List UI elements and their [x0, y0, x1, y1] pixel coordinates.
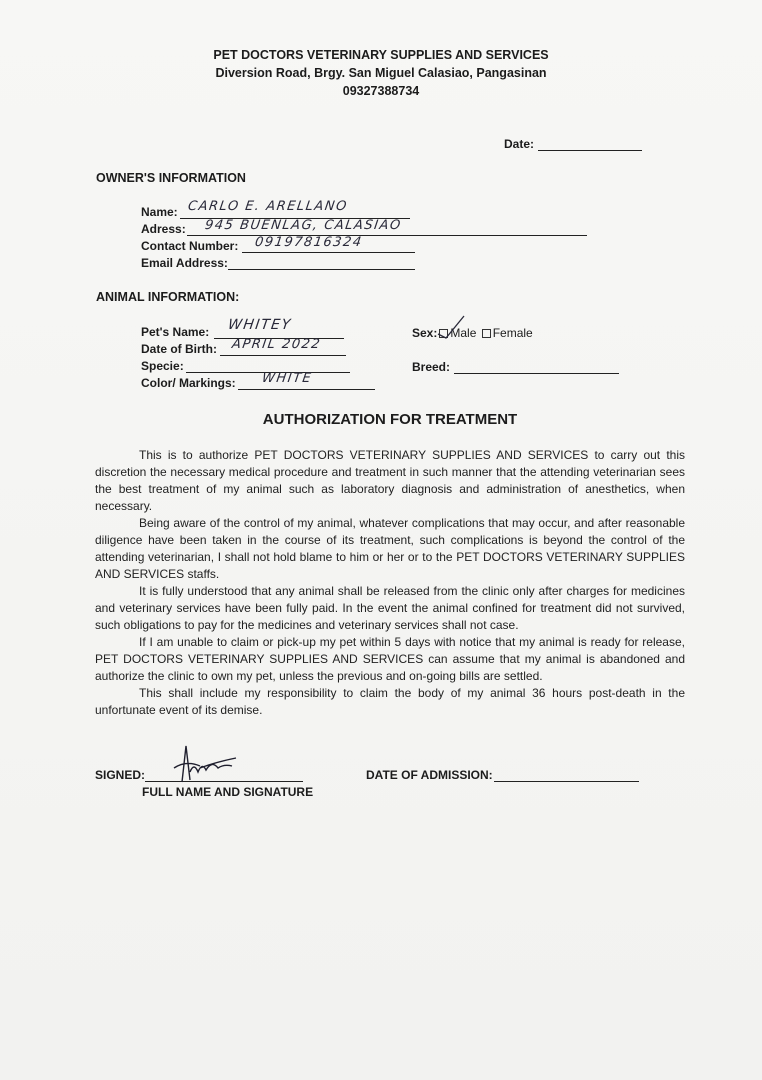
company-phone: 09327388734	[342, 84, 420, 98]
authorization-paragraph-3: It is fully understood that any animal shall be released from the clinic only after charges for medicines and veterinary services have been fully paid. In the event the animal confined for treatment did not survived, such obligations to pay for the medicines and veterinary services shall not case.	[95, 584, 685, 632]
pet-name-label: Pet's Name:	[141, 325, 210, 339]
color-field[interactable]	[238, 389, 375, 390]
owner-contact-field[interactable]	[242, 252, 415, 253]
owner-name-value: CARLO E. ARELLANO	[186, 199, 349, 214]
owner-email-field[interactable]	[228, 269, 415, 270]
sex-label: Sex:	[412, 326, 438, 340]
authorization-paragraph-2: Being aware of the control of my animal, whatever complications that may occur, and after reasonable diligence have been taken in the course of its treatment, such complications is beyond the control of the attending veterinarian, I shall not hold blame to him or her or to the PET DOCTORS VETERINARY SUPPLIES AND SERVICES staffs.	[95, 516, 685, 581]
dob-field[interactable]	[220, 355, 346, 356]
owner-contact-label: Contact Number:	[141, 239, 239, 253]
specie-label: Specie:	[141, 359, 184, 373]
admission-date-field[interactable]	[494, 781, 639, 782]
owner-address-label: Adress:	[141, 222, 186, 236]
breed-label: Breed:	[412, 360, 451, 374]
owner-address-value: 945 BUENLAG, CALASIAO	[203, 218, 403, 233]
authorization-title: AUTHORIZATION FOR TREATMENT	[262, 411, 518, 428]
signed-label: SIGNED:	[95, 768, 146, 782]
owner-section-title: OWNER'S INFORMATION	[96, 171, 246, 185]
male-check-mark-icon	[436, 314, 466, 340]
company-name: PET DOCTORS VETERINARY SUPPLIES AND SERVICES	[213, 48, 549, 62]
female-checkbox[interactable]	[482, 329, 491, 338]
authorization-body	[95, 447, 685, 719]
handwritten-signature	[160, 742, 240, 790]
owner-contact-value: 09197816324	[253, 235, 364, 250]
pet-name-value: WHITEY	[226, 317, 293, 333]
company-address: Diversion Road, Brgy. San Miguel Calasiao, Pangasinan	[215, 66, 547, 80]
dob-value: APRIL 2022	[230, 337, 323, 352]
authorization-paragraph-1: This is to authorize PET DOCTORS VETERINARY SUPPLIES AND SERVICES to carry out this discretion the necessary medical procedure and treatment in such manner that the attending veterinarian sees the best treatment of my animal such as laboratory diagnosis and administration of anesthetics, when necessary.	[95, 448, 685, 513]
breed-field[interactable]	[454, 373, 619, 374]
animal-section-title: ANIMAL INFORMATION:	[96, 290, 240, 304]
sex-row	[412, 326, 533, 340]
signature-caption: FULL NAME AND SIGNATURE	[142, 785, 314, 799]
authorization-paragraph-5: This shall include my responsibility to claim the body of my animal 36 hours post-death in the unfortunate event of its demise.	[95, 686, 685, 717]
admission-label: DATE OF ADMISSION:	[366, 768, 493, 782]
owner-address-field[interactable]	[187, 235, 587, 236]
owner-name-label: Name:	[141, 205, 178, 219]
female-option-label: Female	[492, 326, 533, 340]
color-value: WHITE	[260, 371, 314, 386]
date-field[interactable]	[538, 150, 642, 151]
date-label: Date:	[504, 137, 535, 151]
dob-label: Date of Birth:	[141, 342, 217, 356]
color-label: Color/ Markings:	[141, 376, 236, 390]
authorization-paragraph-4: If I am unable to claim or pick-up my pet within 5 days with notice that my animal is ready for release, PET DOCTORS VETERINARY SUPPLIES AND SERVICES can assume that my animal is abandoned and authorize the clinic to own my pet, unless the previous and on-going bills are settled.	[95, 635, 685, 683]
male-option-label: Male	[450, 326, 477, 340]
owner-email-label: Email Address:	[141, 256, 228, 270]
